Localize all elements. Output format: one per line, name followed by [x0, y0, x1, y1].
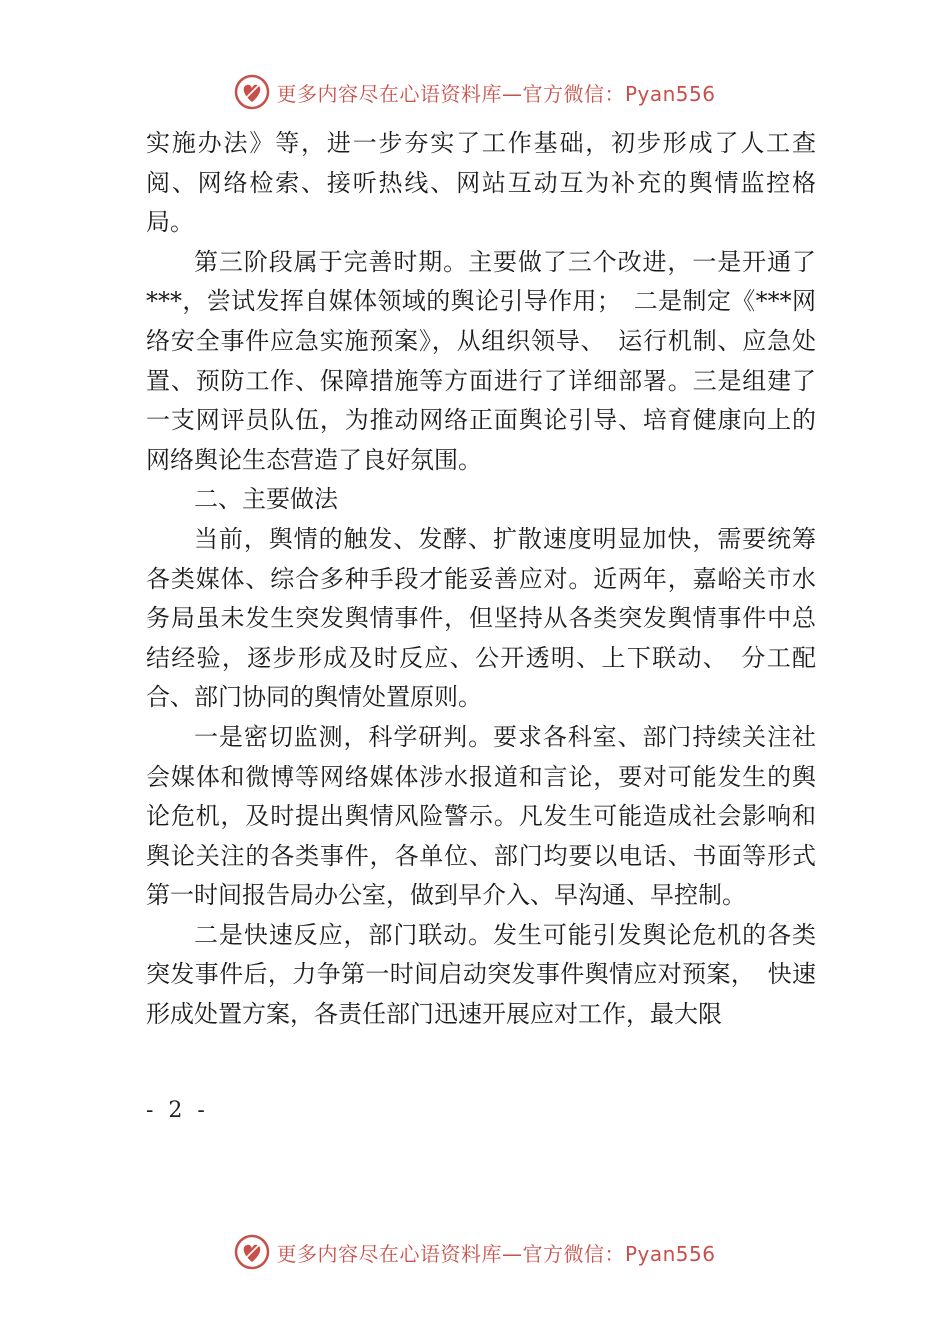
document-body	[146, 124, 816, 1035]
page-number: - 2 -	[146, 1098, 209, 1123]
header-banner	[0, 72, 950, 112]
footer-banner	[0, 1232, 950, 1272]
section-heading: 二、主要做法	[194, 485, 338, 514]
footer-banner-text: 更多内容尽在心语资料库—官方微信：Pyan556	[276, 1241, 716, 1266]
paragraph-continuation: 实施办法》等，进一步夯实了工作基础，初步形成了人工查阅、网络检索、接听热线、网站互动互为补充的舆情监控格局。	[146, 129, 816, 237]
header-banner-text: 更多内容尽在心语资料库—官方微信：Pyan556	[276, 81, 716, 106]
paragraph-current: 当前，舆情的触发、发酵、扩散速度明显加快，需要统筹各类媒体、综合多种手段才能妥善应对。近两年，嘉峪关市水务局虽未发生突发舆情事件，但坚持从各类突发舆情事件中总结经验，逐步形成及时反应、公开透明、上下联动、 分工配合、部门协同的舆情处置原则。	[146, 524, 816, 712]
paragraph-third-stage: 第三阶段属于完善时期。主要做了三个改进，一是开通了***，尝试发挥自媒体领域的舆论引导作用； 二是制定《***网络安全事件应急实施预案》，从组织领导、 运行机制、应急处置、预防工作、保障措施等方面进行了详细部署。三是组建了一支网评员队伍，为推动网络正面舆论引导、培育健康向上的网络舆论生态营造了良好氛围。	[146, 247, 816, 474]
paragraph-response: 二是快速反应，部门联动。发生可能引发舆论危机的各类突发事件后，力争第一时间启动突发事件舆情应对预案， 快速形成处置方案，各责任部门迅速开展应对工作，最大限	[146, 920, 816, 1029]
heart-seal-logo-icon	[234, 1234, 270, 1270]
heart-seal-logo-icon	[234, 74, 270, 110]
paragraph-monitoring: 一是密切监测，科学研判。要求各科室、部门持续关注社会媒体和微博等网络媒体涉水报道和言论，要对可能发生的舆论危机，及时提出舆情风险警示。凡发生可能造成社会影响和舆论关注的各类事件，各单位、部门均要以电话、书面等形式第一时间报告局办公室，做到早介入、早沟通、早控制。	[146, 722, 816, 910]
